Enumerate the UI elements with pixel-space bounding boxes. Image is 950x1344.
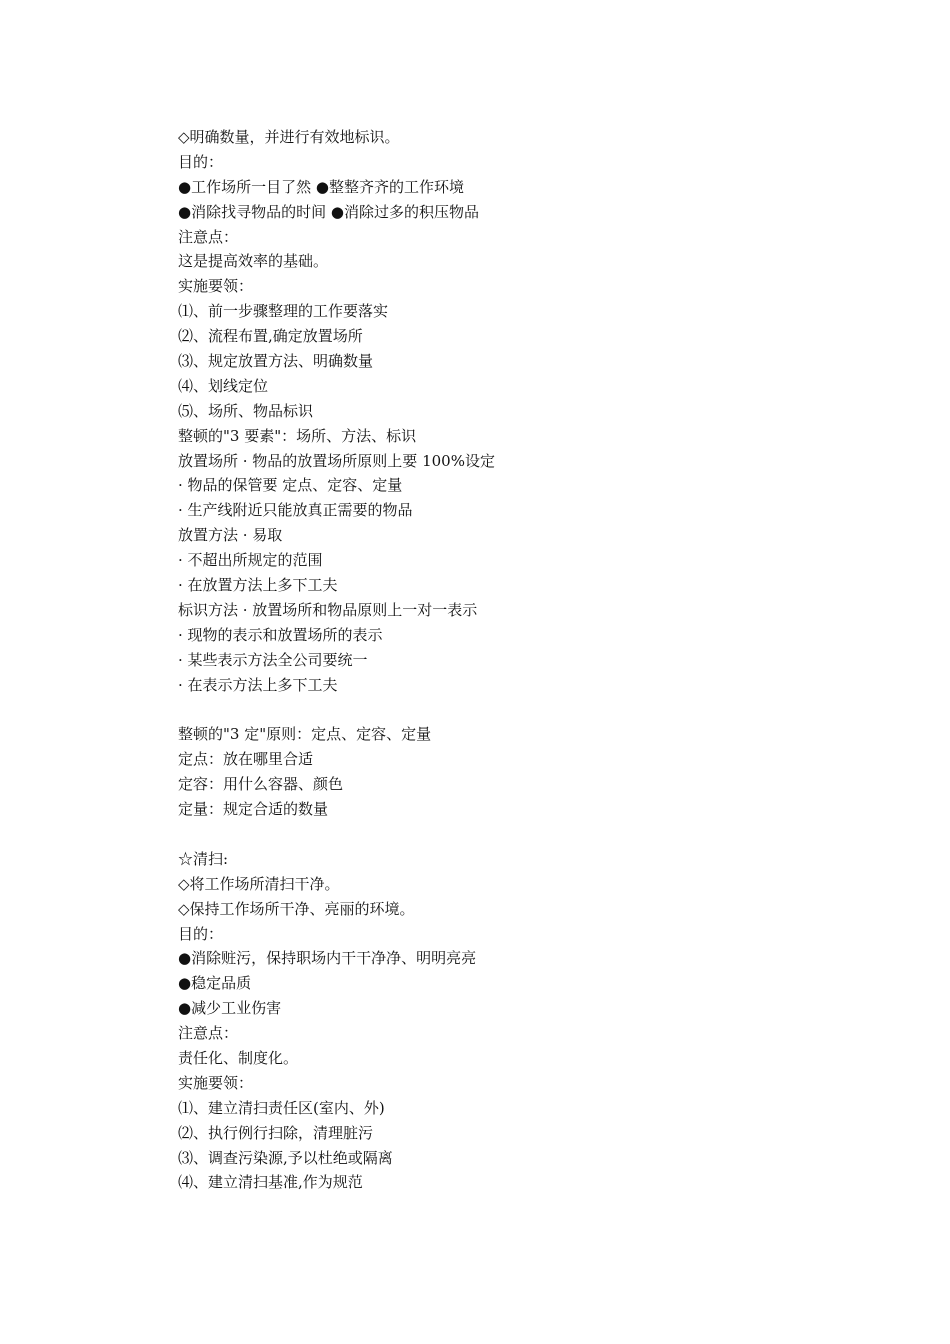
- section-title: ☆清扫:: [178, 849, 229, 868]
- text-line: 定容：用什么容器、颜色: [178, 775, 344, 794]
- bullet-line: · 不超出所规定的范围: [178, 551, 323, 570]
- bullet-line: · 某些表示方法全公司要统一: [178, 650, 368, 669]
- bullet-line: · 物品的保管要 定点、定容、定量: [178, 476, 403, 495]
- section-heading: 注意点：: [178, 1024, 239, 1043]
- bullet-line: ●消除赃污，保持职场内干干净净、明明亮亮: [178, 949, 477, 968]
- text-line: ◇明确数量，并进行有效地标识。: [178, 128, 400, 146]
- bullet-line: ●稳定品质: [178, 974, 252, 993]
- bullet-line: · 生产线附近只能放真正需要的物品: [178, 501, 413, 520]
- blank-line: [178, 822, 898, 847]
- section-heading: 目的：: [178, 924, 224, 943]
- step-item: ⑶、调查污染源,予以杜绝或隔离: [178, 1148, 393, 1167]
- text-line: 放置方法 · 易取: [178, 526, 283, 545]
- bullet-line: · 在表示方法上多下工夫: [178, 675, 338, 694]
- text-line: 标识方法 · 放置场所和物品原则上一对一表示: [178, 600, 478, 619]
- step-item: ⑵、流程布置,确定放置场所: [178, 327, 363, 346]
- step-item: ⑷、划线定位: [178, 376, 269, 395]
- step-item: ⑷、建立清扫基准,作为规范: [178, 1173, 363, 1192]
- text-line: ◇将工作场所清扫干净。: [178, 874, 340, 893]
- bullet-line: ●消除找寻物品的时间 ●消除过多的积压物品: [178, 202, 479, 221]
- step-item: ⑴、建立清扫责任区(室内、外): [178, 1098, 385, 1117]
- text-line: 定点：放在哪里合适: [178, 750, 314, 769]
- bullet-line: · 在放置方法上多下工夫: [178, 576, 338, 595]
- blank-line: [178, 697, 898, 722]
- step-item: ⑵、执行例行扫除，清理脏污: [178, 1123, 374, 1142]
- section-heading: 实施要领：: [178, 1073, 254, 1092]
- text-line: ◇保持工作场所干净、亮丽的环境。: [178, 899, 415, 918]
- bullet-line: · 现物的表示和放置场所的表示: [178, 625, 383, 644]
- bullet-line: ●工作场所一目了然 ●整整齐齐的工作环境: [178, 177, 464, 196]
- text-line: 整顿的"3 要素"：场所、方法、标识: [178, 426, 417, 445]
- text-line: 这是提高效率的基础。: [178, 252, 329, 271]
- text-line: 整顿的"3 定"原则：定点、定容、定量: [178, 725, 432, 744]
- document-body: [178, 125, 898, 1195]
- step-item: ⑸、场所、物品标识: [178, 401, 314, 420]
- text-line: 定量：规定合适的数量: [178, 800, 329, 819]
- section-heading: 注意点：: [178, 227, 239, 246]
- step-item: ⑴、前一步骤整理的工作要落实: [178, 302, 389, 321]
- text-line: 责任化、制度化。: [178, 1048, 299, 1067]
- text-line: 放置场所 · 物品的放置场所原则上要 100%设定: [178, 451, 495, 470]
- step-item: ⑶、规定放置方法、明确数量: [178, 352, 374, 371]
- section-heading: 实施要领：: [178, 277, 254, 296]
- section-heading: 目的：: [178, 152, 224, 171]
- bullet-line: ●减少工业伤害: [178, 999, 282, 1018]
